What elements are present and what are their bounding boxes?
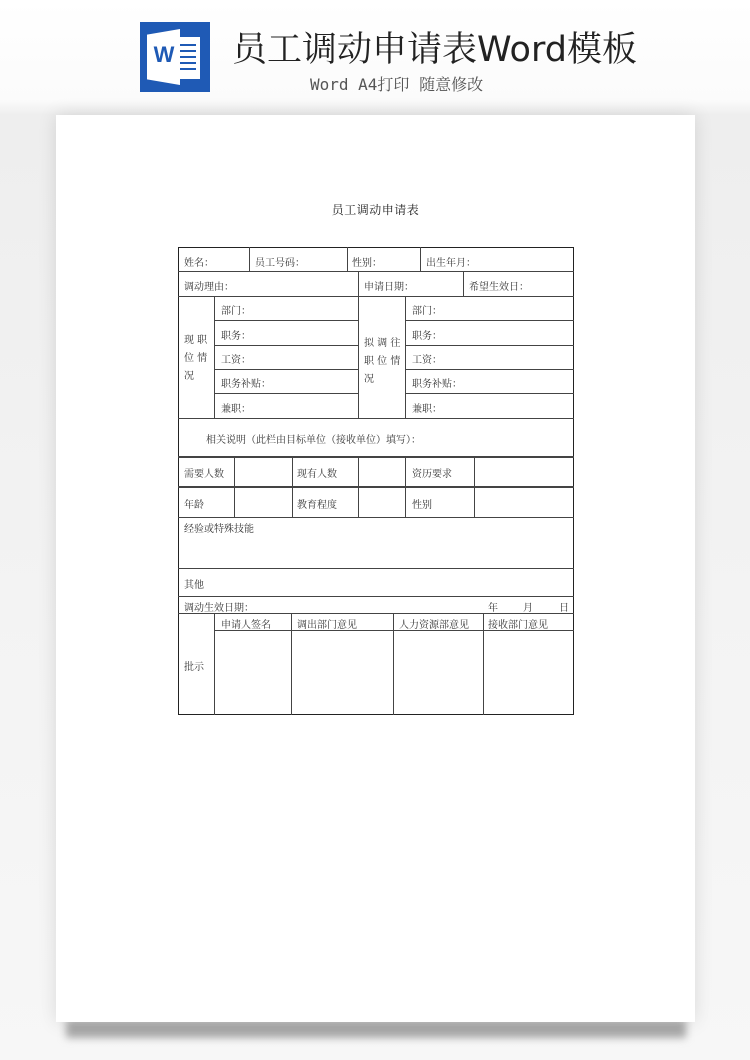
target-position-label-line2: 职 位 情 — [364, 356, 401, 367]
applicant-signature-header: 申请人签名 — [221, 620, 271, 631]
document-title: 员工调动申请表 — [331, 203, 420, 217]
receiving-dept-opinion-header: 接收部门意见 — [488, 620, 548, 631]
application-date-field-label: 申请日期： — [364, 282, 414, 293]
target-allowance-field: 职务补贴： — [412, 379, 462, 390]
current-allowance-field: 职务补贴： — [221, 379, 271, 390]
target-title-field: 职务： — [412, 331, 442, 342]
word-icon: W — [140, 22, 210, 92]
current-headcount-label: 现有人数 — [297, 469, 337, 480]
current-salary-field: 工资： — [221, 355, 251, 366]
current-part-time-field: 兼职： — [221, 404, 251, 415]
header — [0, 0, 750, 110]
target-position-label-line3: 况 — [364, 374, 374, 385]
page-subtitle: Word A4打印 随意修改 — [310, 75, 484, 94]
page-title: 员工调动申请表Word模板 — [232, 30, 637, 70]
page-shadow — [66, 1020, 686, 1038]
current-position-label-line3: 况 — [184, 371, 194, 382]
approval-label: 批示 — [184, 662, 204, 673]
name-field-label: 姓名： — [184, 258, 214, 269]
current-position-label-line1: 现 职 — [184, 335, 208, 346]
day-label: 日 — [559, 603, 569, 614]
employee-id-field-label: 员工号码： — [255, 258, 305, 269]
gender-field-label: 性别： — [352, 258, 382, 269]
age-label: 年龄 — [184, 500, 204, 511]
transfer-reason-field-label: 调动理由： — [184, 282, 234, 293]
month-label: 月 — [523, 603, 533, 614]
experience-skills-label: 经验或特殊技能 — [184, 524, 254, 535]
headcount-needed-label: 需要人数 — [184, 469, 224, 480]
required-gender-label: 性别 — [412, 500, 432, 511]
qualification-requirement-label: 资历要求 — [412, 469, 452, 480]
target-position-label-line1: 拟 调 往 — [364, 338, 401, 349]
related-notes-label: 相关说明（此栏由目标单位（接收单位）填写）： — [206, 435, 421, 446]
year-label: 年 — [488, 603, 498, 614]
document-page — [56, 115, 695, 1022]
target-department-field: 部门： — [412, 306, 442, 317]
target-salary-field: 工资： — [412, 355, 442, 366]
desired-effective-date-field-label: 希望生效日： — [469, 282, 529, 293]
effective-date-label: 调动生效日期： — [184, 603, 254, 614]
education-level-label: 教育程度 — [297, 500, 337, 511]
current-department-field: 部门： — [221, 306, 251, 317]
birth-date-field-label: 出生年月： — [426, 258, 476, 269]
hr-dept-opinion-header: 人力资源部意见 — [399, 620, 469, 631]
current-title-field: 职务： — [221, 331, 251, 342]
current-position-label-line2: 位 情 — [184, 353, 208, 364]
target-part-time-field: 兼职： — [412, 404, 442, 415]
other-label: 其他 — [184, 580, 204, 591]
outgoing-dept-opinion-header: 调出部门意见 — [297, 620, 357, 631]
